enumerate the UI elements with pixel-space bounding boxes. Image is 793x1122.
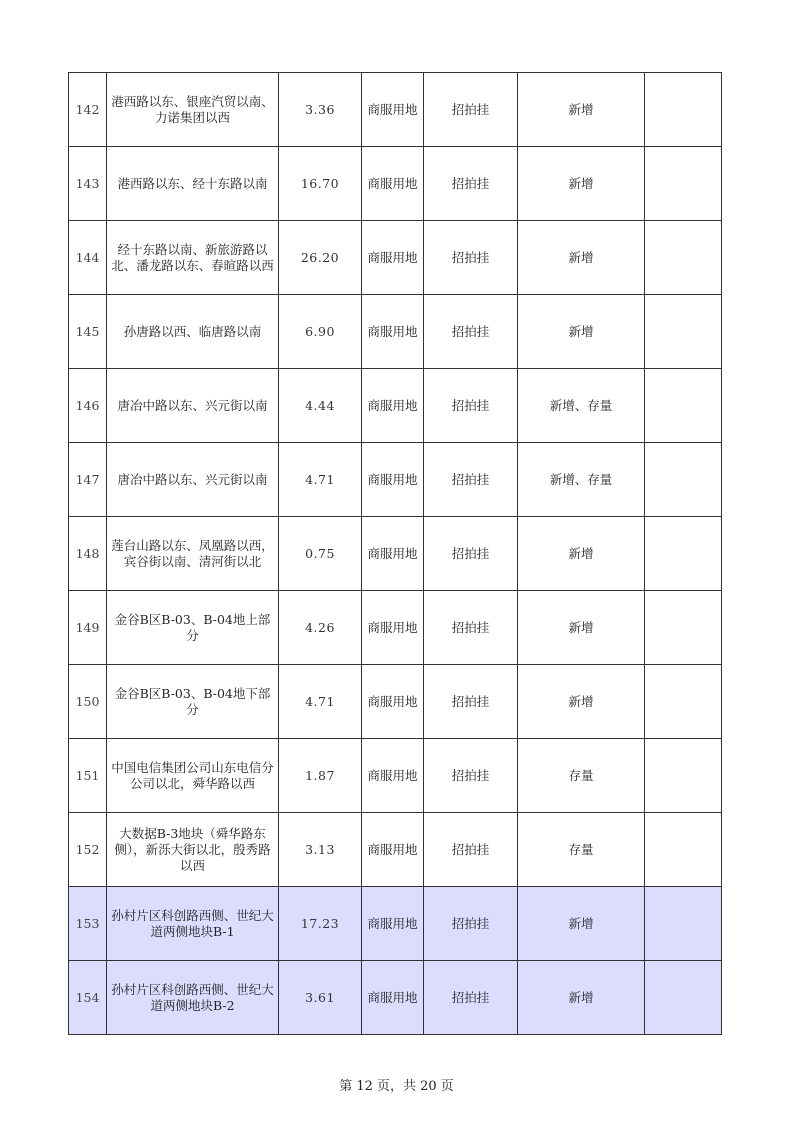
cell-land-use: 商服用地 — [362, 961, 424, 1035]
cell-type: 存量 — [518, 813, 645, 887]
cell-area: 3.36 — [279, 73, 362, 147]
cell-no: 144 — [69, 221, 107, 295]
table-row — [69, 73, 722, 147]
table-row — [69, 369, 722, 443]
cell-land-use: 商服用地 — [362, 295, 424, 369]
cell-land-use: 商服用地 — [362, 591, 424, 665]
cell-area: 4.71 — [279, 443, 362, 517]
cell-no: 147 — [69, 443, 107, 517]
table-body — [69, 73, 722, 1035]
cell-remark — [645, 887, 722, 961]
cell-remark — [645, 443, 722, 517]
cell-land-use: 商服用地 — [362, 147, 424, 221]
cell-supply-method: 招拍挂 — [424, 295, 518, 369]
cell-area: 26.20 — [279, 221, 362, 295]
cell-supply-method: 招拍挂 — [424, 517, 518, 591]
table-row — [69, 813, 722, 887]
cell-location: 经十东路以南、新旅游路以北、潘龙路以东、春暄路以西 — [107, 221, 279, 295]
cell-remark — [645, 665, 722, 739]
cell-area: 4.26 — [279, 591, 362, 665]
cell-no: 151 — [69, 739, 107, 813]
cell-location: 中国电信集团公司山东电信分公司以北，舜华路以西 — [107, 739, 279, 813]
cell-area: 3.61 — [279, 961, 362, 1035]
cell-supply-method: 招拍挂 — [424, 443, 518, 517]
data-table — [68, 72, 722, 1035]
cell-remark — [645, 369, 722, 443]
cell-land-use: 商服用地 — [362, 813, 424, 887]
cell-location: 港西路以东、银座汽贸以南、力诺集团以西 — [107, 73, 279, 147]
cell-land-use: 商服用地 — [362, 73, 424, 147]
cell-land-use: 商服用地 — [362, 739, 424, 813]
cell-remark — [645, 221, 722, 295]
cell-location: 唐冶中路以东、兴元街以南 — [107, 443, 279, 517]
cell-supply-method: 招拍挂 — [424, 665, 518, 739]
cell-supply-method: 招拍挂 — [424, 221, 518, 295]
cell-location: 港西路以东、经十东路以南 — [107, 147, 279, 221]
cell-area: 16.70 — [279, 147, 362, 221]
table-row — [69, 591, 722, 665]
cell-type: 存量 — [518, 739, 645, 813]
cell-type: 新增 — [518, 73, 645, 147]
cell-land-use: 商服用地 — [362, 665, 424, 739]
cell-supply-method: 招拍挂 — [424, 147, 518, 221]
cell-area: 3.13 — [279, 813, 362, 887]
cell-location: 孙村片区科创路西侧、世纪大道两侧地块B-1 — [107, 887, 279, 961]
cell-supply-method: 招拍挂 — [424, 887, 518, 961]
cell-remark — [645, 147, 722, 221]
cell-supply-method: 招拍挂 — [424, 813, 518, 887]
table-row — [69, 665, 722, 739]
cell-type: 新增、存量 — [518, 369, 645, 443]
cell-type: 新增 — [518, 221, 645, 295]
cell-remark — [645, 961, 722, 1035]
cell-location: 金谷B区B-03、B-04地下部分 — [107, 665, 279, 739]
cell-no: 145 — [69, 295, 107, 369]
cell-no: 152 — [69, 813, 107, 887]
table-row — [69, 221, 722, 295]
cell-no: 149 — [69, 591, 107, 665]
cell-no: 143 — [69, 147, 107, 221]
cell-area: 17.23 — [279, 887, 362, 961]
cell-location: 金谷B区B-03、B-04地上部分 — [107, 591, 279, 665]
page-footer: 第 12 页，共 20 页 — [339, 1079, 454, 1094]
cell-remark — [645, 739, 722, 813]
table-row — [69, 961, 722, 1035]
cell-land-use: 商服用地 — [362, 517, 424, 591]
table-row — [69, 295, 722, 369]
cell-no: 154 — [69, 961, 107, 1035]
cell-no: 142 — [69, 73, 107, 147]
cell-type: 新增 — [518, 591, 645, 665]
cell-supply-method: 招拍挂 — [424, 591, 518, 665]
cell-location: 孙唐路以西、临唐路以南 — [107, 295, 279, 369]
cell-land-use: 商服用地 — [362, 221, 424, 295]
cell-area: 4.71 — [279, 665, 362, 739]
table-row — [69, 887, 722, 961]
cell-land-use: 商服用地 — [362, 887, 424, 961]
cell-area: 0.75 — [279, 517, 362, 591]
cell-remark — [645, 295, 722, 369]
cell-type: 新增 — [518, 665, 645, 739]
table-row — [69, 739, 722, 813]
cell-type: 新增 — [518, 887, 645, 961]
cell-supply-method: 招拍挂 — [424, 73, 518, 147]
cell-type: 新增 — [518, 517, 645, 591]
cell-area: 6.90 — [279, 295, 362, 369]
cell-no: 150 — [69, 665, 107, 739]
cell-supply-method: 招拍挂 — [424, 369, 518, 443]
cell-remark — [645, 517, 722, 591]
cell-remark — [645, 591, 722, 665]
table-row — [69, 443, 722, 517]
land-supply-table — [68, 72, 721, 1035]
cell-supply-method: 招拍挂 — [424, 739, 518, 813]
cell-location: 唐冶中路以东、兴元街以南 — [107, 369, 279, 443]
cell-supply-method: 招拍挂 — [424, 961, 518, 1035]
cell-no: 146 — [69, 369, 107, 443]
table-row — [69, 517, 722, 591]
cell-type: 新增 — [518, 961, 645, 1035]
cell-remark — [645, 73, 722, 147]
cell-location: 莲台山路以东、凤凰路以西，宾谷街以南、清河街以北 — [107, 517, 279, 591]
cell-land-use: 商服用地 — [362, 369, 424, 443]
cell-no: 148 — [69, 517, 107, 591]
cell-location: 大数据B-3地块（舜华路东侧），新泺大街以北，殷秀路以西 — [107, 813, 279, 887]
cell-land-use: 商服用地 — [362, 443, 424, 517]
cell-area: 4.44 — [279, 369, 362, 443]
cell-type: 新增、存量 — [518, 443, 645, 517]
cell-area: 1.87 — [279, 739, 362, 813]
cell-no: 153 — [69, 887, 107, 961]
cell-remark — [645, 813, 722, 887]
cell-type: 新增 — [518, 147, 645, 221]
cell-type: 新增 — [518, 295, 645, 369]
cell-location: 孙村片区科创路西侧、世纪大道两侧地块B-2 — [107, 961, 279, 1035]
table-row — [69, 147, 722, 221]
